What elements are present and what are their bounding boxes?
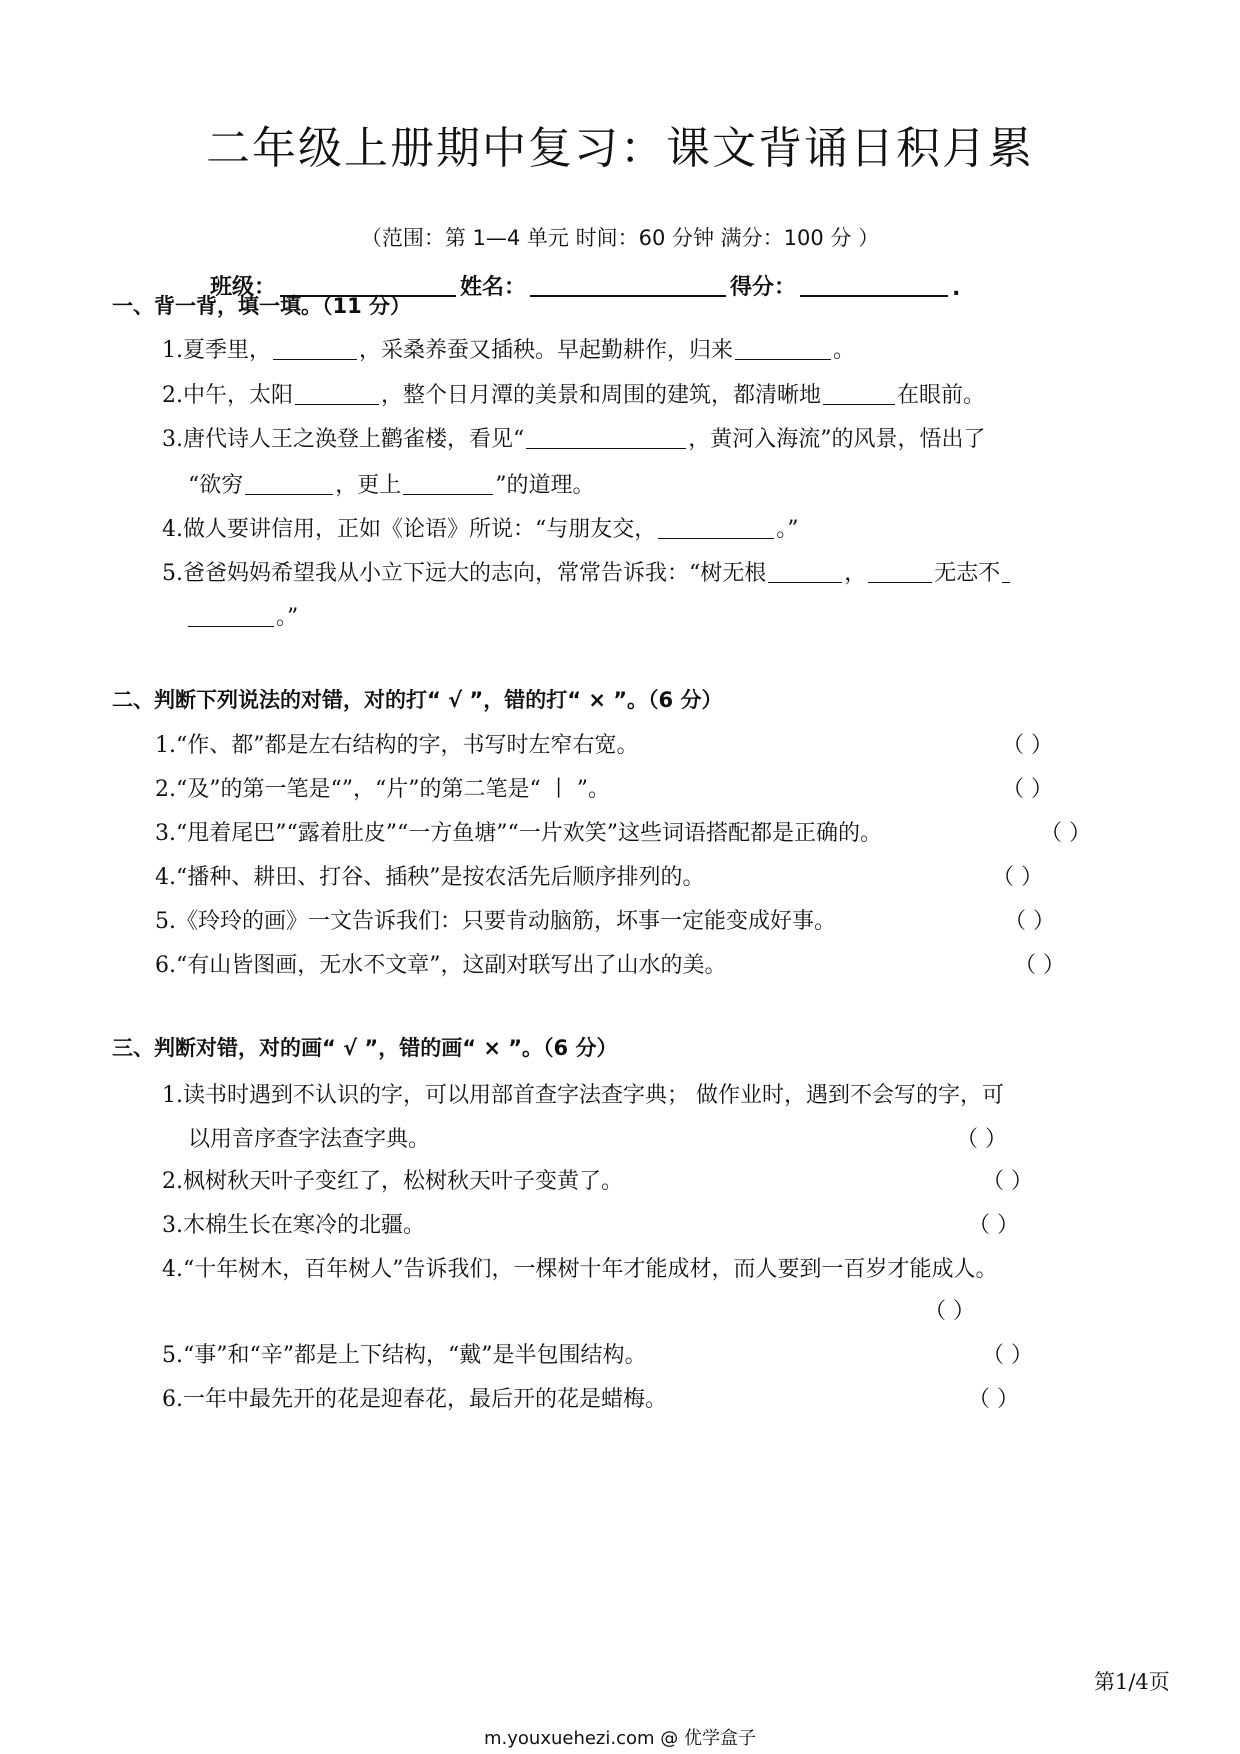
page-number: 第1/4页 bbox=[1094, 1670, 1170, 1694]
s3-item-1: 1.读书时遇到不认识的字，可以用部首查字法查字典； 做作业时，遇到不会写的字，可 bbox=[162, 1083, 1004, 1108]
answer-paren[interactable]: （ ） bbox=[1040, 821, 1091, 846]
fields-end: . bbox=[952, 276, 961, 301]
s3-item-4: 4.“十年树木，百年树人”告诉我们，一棵树十年才能成材，而人要到一百岁才能成人。 bbox=[162, 1257, 998, 1282]
name-field[interactable] bbox=[530, 271, 726, 297]
answer-blank[interactable] bbox=[188, 604, 274, 627]
s3-item-1-cont: 以用音序查字法查字典。 bbox=[188, 1127, 431, 1152]
s2-item-4: 4.“播种、耕田、打谷、插秧”是按农活先后顺序排列的。 bbox=[155, 865, 705, 890]
class-label: 班级： bbox=[210, 275, 277, 300]
s3-item-3: 3.木棉生长在寒冷的北疆。 bbox=[162, 1213, 425, 1238]
answer-paren[interactable]: （ ） bbox=[992, 865, 1043, 890]
s2-item-5: 5.《玲玲的画》一文告诉我们：只要肯动脑筋，坏事一定能变成好事。 bbox=[155, 909, 836, 934]
answer-paren[interactable]: （ ） bbox=[1002, 777, 1053, 802]
footer-watermark: m.youxuehezi.com @ 优学盒子 bbox=[483, 1728, 756, 1749]
s1-question-5-cont: 。” bbox=[186, 600, 298, 631]
answer-blank[interactable] bbox=[658, 516, 774, 539]
s2-item-1: 1.“作、都”都是左右结构的字，书写时左窄右宽。 bbox=[155, 733, 639, 758]
answer-paren[interactable]: （ ） bbox=[968, 1213, 1019, 1238]
s3-item-2: 2.枫树秋天叶子变红了，松树秋天叶子变黄了。 bbox=[162, 1169, 623, 1194]
answer-blank[interactable] bbox=[403, 472, 493, 495]
page-title: 二年级上册期中复习：课文背诵日积月累 bbox=[206, 123, 1034, 174]
s2-item-2: 2.“及”的第一笔是“”，“片”的第二笔是“ 丨 ”。 bbox=[155, 777, 610, 802]
answer-paren[interactable]: （ ） bbox=[968, 1387, 1019, 1412]
s3-item-5: 5.“事”和“辛”都是上下结构，“戴”是半包围结构。 bbox=[162, 1343, 647, 1368]
answer-blank[interactable] bbox=[526, 426, 686, 449]
s1-question-3: 3.唐代诗人王之涣登上鹳雀楼，看见“ ，黄河入海流”的风景，悟出了 bbox=[162, 427, 986, 452]
score-field[interactable] bbox=[800, 271, 948, 297]
answer-paren[interactable]: （ ） bbox=[1014, 953, 1065, 978]
answer-paren[interactable]: （ ） bbox=[982, 1169, 1033, 1194]
answer-blank[interactable] bbox=[245, 472, 333, 495]
section3-heading: 三、判断对错，对的画“ √ ”，错的画“ × ”。（6 分） bbox=[112, 1036, 618, 1060]
s1-question-5: 5.爸爸妈妈希望我从小立下远大的志向，常常告诉我：“树无根 ， 无志不 bbox=[162, 556, 1012, 587]
answer-blank[interactable] bbox=[823, 382, 895, 405]
s1-question-4: 4.做人要讲信用，正如《论语》所说：“与朋友交， 。” bbox=[162, 517, 799, 542]
s2-item-6: 6.“有山皆图画，无水不文章”，这副对联写出了山水的美。 bbox=[155, 953, 727, 978]
answer-blank[interactable] bbox=[868, 560, 932, 583]
answer-paren[interactable]: （ ） bbox=[1002, 733, 1053, 758]
s1-question-3-cont: “欲穷 ，更上 ”的道理。 bbox=[188, 473, 595, 498]
answer-blank[interactable] bbox=[273, 337, 357, 360]
section1-heading: 一、背一背，填一填。（11 分） bbox=[112, 294, 412, 318]
answer-blank[interactable] bbox=[1002, 560, 1010, 583]
answer-paren[interactable]: （ ） bbox=[924, 1299, 975, 1324]
name-label: 姓名： bbox=[460, 275, 527, 300]
exam-info: （范围：第 1—4 单元 时间：60 分钟 满分：100 分 ） bbox=[360, 226, 880, 250]
answer-blank[interactable] bbox=[295, 382, 379, 405]
answer-paren[interactable]: （ ） bbox=[1004, 909, 1055, 934]
s1-question-1: 1.夏季里， ，采桑养蚕又插秧。早起勤耕作，归来 。 bbox=[162, 338, 856, 363]
answer-blank[interactable] bbox=[768, 560, 842, 583]
score-label: 得分： bbox=[730, 275, 797, 300]
s1-question-2: 2.中午，太阳 ，整个日月潭的美景和周围的建筑，都清晰地 在眼前。 bbox=[162, 383, 986, 408]
answer-paren[interactable]: （ ） bbox=[956, 1127, 1007, 1152]
answer-paren[interactable]: （ ） bbox=[982, 1343, 1033, 1368]
s2-item-3: 3.“甩着尾巴”“露着肚皮”“一方鱼塘”“一片欢笑”这些词语搭配都是正确的。 bbox=[155, 821, 882, 846]
answer-blank[interactable] bbox=[735, 337, 831, 360]
section2-heading: 二、判断下列说法的对错，对的打“ √ ”，错的打“ × ”。（6 分） bbox=[112, 688, 723, 712]
s3-item-6: 6.一年中最先开的花是迎春花，最后开的花是蜡梅。 bbox=[162, 1387, 667, 1412]
